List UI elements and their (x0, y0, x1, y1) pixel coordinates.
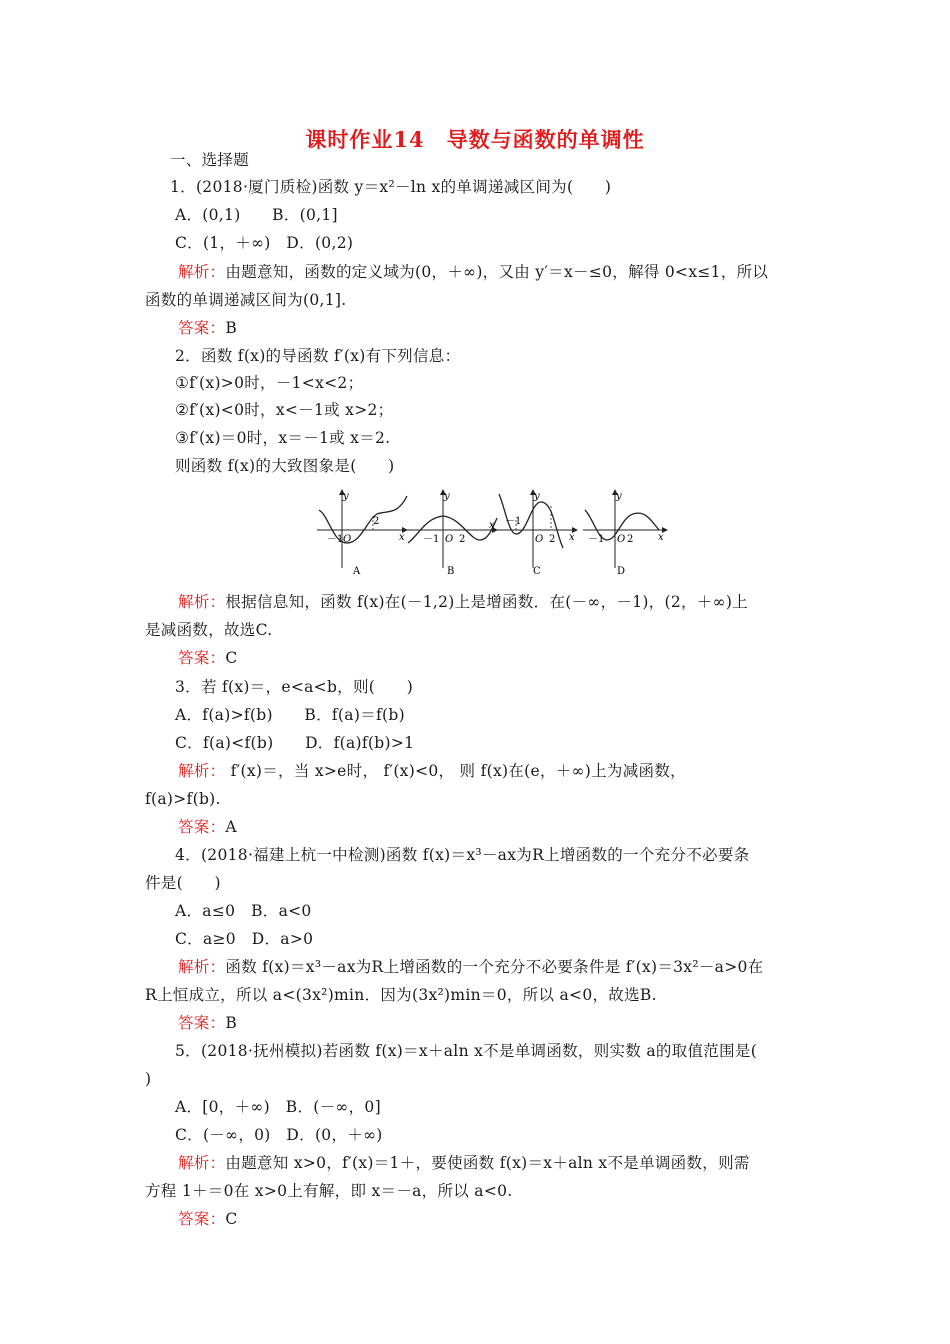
line-text: A (225, 818, 237, 836)
panel-d-pos-label: 2 (627, 534, 634, 545)
text-line (178, 592, 748, 612)
line-text: 函数 f(x)＝x³－ax为R上增函数的一个充分不必要条件是 f′(x)＝3x²－a>0在 (225, 958, 764, 976)
text-line (175, 456, 395, 476)
panel-a-letter: A (353, 566, 361, 577)
text-line (178, 957, 763, 977)
panel-c-pos-label: 2 (549, 534, 556, 545)
graph-panel-d (583, 490, 667, 577)
text-line (175, 929, 313, 949)
line-text: A．a≤0 B．a<0 (175, 902, 312, 920)
line-text: C．(1，＋∞) D．(0,2) (175, 234, 354, 252)
text-line (175, 205, 338, 225)
panel-d-letter: D (617, 566, 626, 577)
panel-b-origin-label: O (445, 534, 454, 545)
graph-panel-a (317, 490, 407, 577)
answer-label: 答案： (178, 319, 226, 337)
graph-panel-b (407, 490, 497, 577)
panel-a-pos-label: 2 (373, 516, 380, 527)
panel-b-y-label: y (444, 491, 450, 502)
line-text: A．(0,1) B．(0,1] (175, 206, 338, 224)
line-text: C (225, 1210, 238, 1228)
line-text: A．f(a)>f(b) B．f(a)＝f(b) (175, 706, 405, 724)
text-line (178, 648, 238, 668)
panel-d-x-label: x (658, 532, 664, 543)
answer-label: 答案： (178, 818, 226, 836)
text-line (175, 677, 413, 697)
answer-label: 解析： (178, 593, 226, 611)
panel-a-x-label: x (399, 532, 405, 543)
line-text: 方程 1＋＝0在 x>0上有解，即 x＝－a，所以 a<0. (145, 1182, 513, 1200)
answer-label: 解析： (178, 762, 226, 780)
panel-b-letter: B (447, 566, 455, 577)
text-line (175, 901, 312, 921)
line-text: f(a)>f(b). (145, 790, 221, 808)
panel-d-origin-label: O (617, 534, 626, 545)
line-text: B (225, 319, 238, 337)
line-text: 一、选择题 (170, 151, 250, 169)
text-line (175, 733, 414, 753)
line-text: 是减函数，故选C. (145, 621, 273, 639)
text-line (145, 873, 221, 893)
text-line (145, 620, 272, 640)
panel-d-y-label: y (616, 491, 622, 502)
panel-c-letter: C (533, 566, 541, 577)
line-text: 则函数 f(x)的大致图象是( ) (175, 457, 395, 475)
text-line (175, 346, 460, 366)
answer-label: 答案： (178, 1014, 226, 1032)
line-text: C．(－∞，0) D．(0，＋∞) (175, 1126, 383, 1144)
line-text: C．a≥0 D．a>0 (175, 930, 314, 948)
panel-c-origin-label: O (535, 534, 544, 545)
text-line (175, 1125, 383, 1145)
text-line (178, 817, 237, 837)
text-line (145, 985, 657, 1005)
line-text: 3．若 f(x)＝，e<a<b，则( ) (175, 678, 414, 696)
line-text: 1．(2018·厦门质检)函数 y＝x²－ln x的单调递减区间为( ) (170, 178, 612, 196)
text-line (175, 400, 393, 420)
line-text: 4．(2018·福建上杭一中检测)函数 f(x)＝x³－ax为R上增函数的一个充分不必要条 (175, 846, 750, 864)
text-line (178, 262, 768, 282)
graph-panel-c (497, 490, 577, 577)
text-line (178, 1209, 238, 1229)
page-title: 课时作业14 导数与函数的单调性 (305, 127, 645, 152)
panel-b-pos-label: 2 (459, 534, 466, 545)
line-text: 2．函数 f(x)的导函数 f′(x)有下列信息： (175, 347, 461, 365)
line-text: ②f′(x)<0时，x<－1或 x>2； (175, 401, 394, 419)
panel-b-x-label: x (489, 520, 495, 531)
text-line (178, 1153, 750, 1173)
text-line (175, 1041, 757, 1061)
line-text: 由题意知 x>0，f′(x)＝1＋，要使函数 f(x)＝x＋aln x不是单调函数，则需 (225, 1154, 750, 1172)
answer-label: 答案： (178, 649, 226, 667)
line-text: A．[0，＋∞) B．(－∞，0] (175, 1098, 381, 1116)
answer-label: 解析： (178, 958, 226, 976)
line-text: 件是( ) (145, 874, 221, 892)
text-line (145, 789, 221, 809)
text-line (175, 373, 363, 393)
line-text: 函数的单调递减区间为(0,1]. (145, 291, 347, 309)
answer-label: 答案： (178, 1210, 226, 1228)
text-line (175, 233, 353, 253)
answer-label: 解析： (178, 1154, 226, 1172)
line-text: B (225, 1014, 238, 1032)
text-line (170, 177, 611, 197)
panel-c-y-label: y (534, 491, 540, 502)
line-text: 根据信息知，函数 f(x)在(－1,2)上是增函数．在(－∞，－1)，(2，＋∞)上 (225, 593, 748, 611)
text-line (175, 845, 749, 865)
panel-a-y-label: y (343, 491, 349, 502)
line-text: ①f′(x)>0时，－1<x<2； (175, 374, 364, 392)
text-line (175, 1097, 381, 1117)
panel-a-origin-label: O (343, 534, 352, 545)
line-text: ③f′(x)＝0时，x＝－1或 x＝2. (175, 429, 391, 447)
line-text: 5．(2018·抚州模拟)若函数 f(x)＝x＋aln x不是单调函数，则实数 a的取值范围是( (175, 1042, 758, 1060)
panel-d-neg-label: －1 (588, 534, 605, 545)
line-text: f′(x)＝，当 x>e时， f′(x)<0， 则 f(x)在(e，＋∞)上为减函数， (225, 762, 686, 780)
text-line (145, 1181, 513, 1201)
line-text: C．f(a)<f(b) D．f(a)f(b)>1 (175, 734, 415, 752)
text-line (170, 150, 249, 170)
text-line (178, 1013, 237, 1033)
line-text: C (225, 649, 238, 667)
line-text: 由题意知，函数的定义域为(0，＋∞)，又由 y′＝x－≤0，解得 0<x≤1，所以 (225, 263, 769, 281)
panel-b-neg-label: －1 (423, 534, 440, 545)
line-text: ) (145, 1070, 152, 1088)
line-text: R上恒成立，所以 a<(3x²)min．因为(3x²)min＝0，所以 a<0，故选B. (145, 986, 657, 1004)
panel-c-neg-label: －1 (505, 516, 522, 527)
text-line (145, 290, 346, 310)
text-line (175, 705, 405, 725)
text-line (145, 1069, 151, 1089)
text-line (178, 761, 686, 781)
panel-a-neg-label: －1 (327, 534, 344, 545)
panel-c-x-label: x (569, 532, 575, 543)
answer-label: 解析： (178, 263, 226, 281)
text-line (175, 428, 390, 448)
graph-options-figure (315, 488, 670, 580)
text-line (178, 318, 237, 338)
